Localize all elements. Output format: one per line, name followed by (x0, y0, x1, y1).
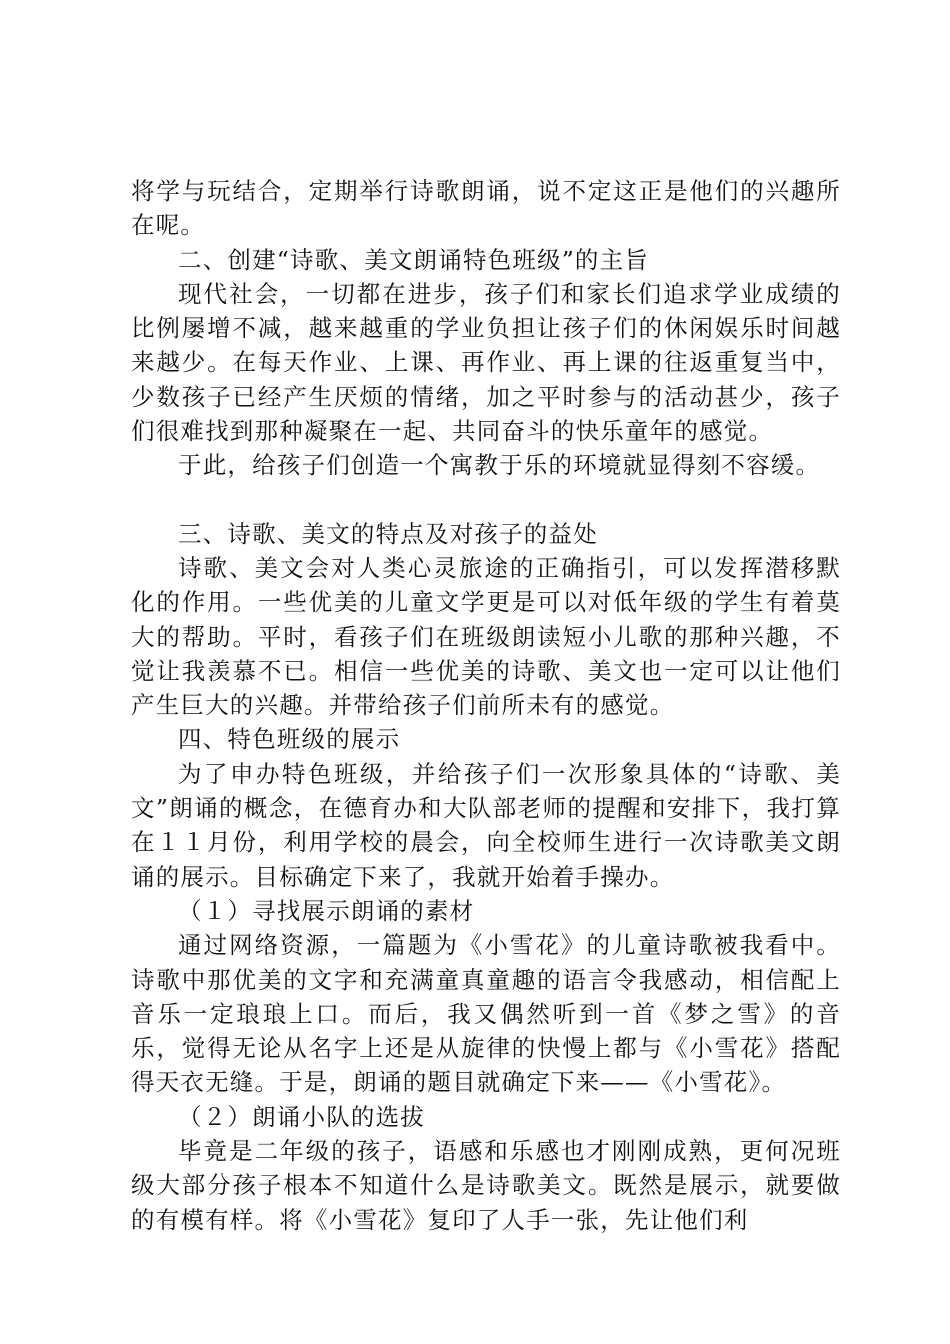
paragraph-showcase: 为了申办特色班级，并给孩子们一次形象具体的“诗歌、美文”朗诵的概念，在德育办和大队部老师的提醒和安排下，我打算在１１月份，利用学校的晨会，向全校师生进行一次诗歌美文朗诵的展示。目标确定下来了，我就开始着手操办。 (131, 759, 841, 891)
section-heading-4: 四、特色班级的展示 (178, 725, 401, 754)
paragraph-poetry-benefits: 诗歌、美文会对人类心灵旅途的正确指引，可以发挥潜移默化的作用。一些优美的儿童文学更是可以对低年级的学生有着莫大的帮助。平时，看孩子们在班级朗读短小儿歌的那种兴趣，不觉让我羡慕不已。相信一些优美的诗歌、美文也一定可以让他们产生巨大的兴趣。并带给孩子们前所未有的感觉。 (131, 553, 841, 720)
subheading-team-selection: （２）朗诵小队的选拔 (178, 1102, 425, 1131)
paragraph-material: 通过网络资源，一篇题为《小雪花》的儿童诗歌被我看中。诗歌中那优美的文字和充满童真童趣的语言令我感动，相信配上音乐一定琅琅上口。而后，我又偶然听到一首《梦之雪》的音乐，觉得无论从名字上还是从旋律的快慢上都与《小雪花》搭配得天衣无缝。于是，朗诵的题目就确定下来——《小雪花》。 (131, 931, 841, 1097)
section-heading-3: 三、诗歌、美文的特点及对孩子的益处 (178, 519, 598, 548)
document-body (131, 174, 841, 1237)
section-heading-2: 二、创建“诗歌、美文朗诵特色班级”的主旨 (178, 245, 650, 274)
paragraph-selection: 毕竟是二年级的孩子，语感和乐感也才刚刚成熟，更何况班级大部分孩子根本不知道什么是诗歌美文。既然是展示，就要做的有模有样。将《小雪花》复印了人手一张，先让他们利 (131, 1137, 841, 1234)
subheading-find-material: （１）寻找展示朗诵的素材 (178, 896, 475, 925)
paragraph-therefore: 于此，给孩子们创造一个寓教于乐的环境就显得刻不容缓。 (178, 451, 821, 480)
paragraph-continuation: 将学与玩结合，定期举行诗歌朗诵，说不定这正是他们的兴趣所在呢。 (131, 177, 841, 240)
paragraph-modern-society: 现代社会，一切都在进步，孩子们和家长们追求学业成绩的比例屡增不减，越来越重的学业负担让孩子们的休闲娱乐时间越来越少。在每天作业、上课、再作业、再上课的往返重复当中，少数孩子已经产生厌烦的情绪，加之平时参与的活动甚少，孩子们很难找到那种凝聚在一起、共同奋斗的快乐童年的感觉。 (131, 279, 841, 446)
